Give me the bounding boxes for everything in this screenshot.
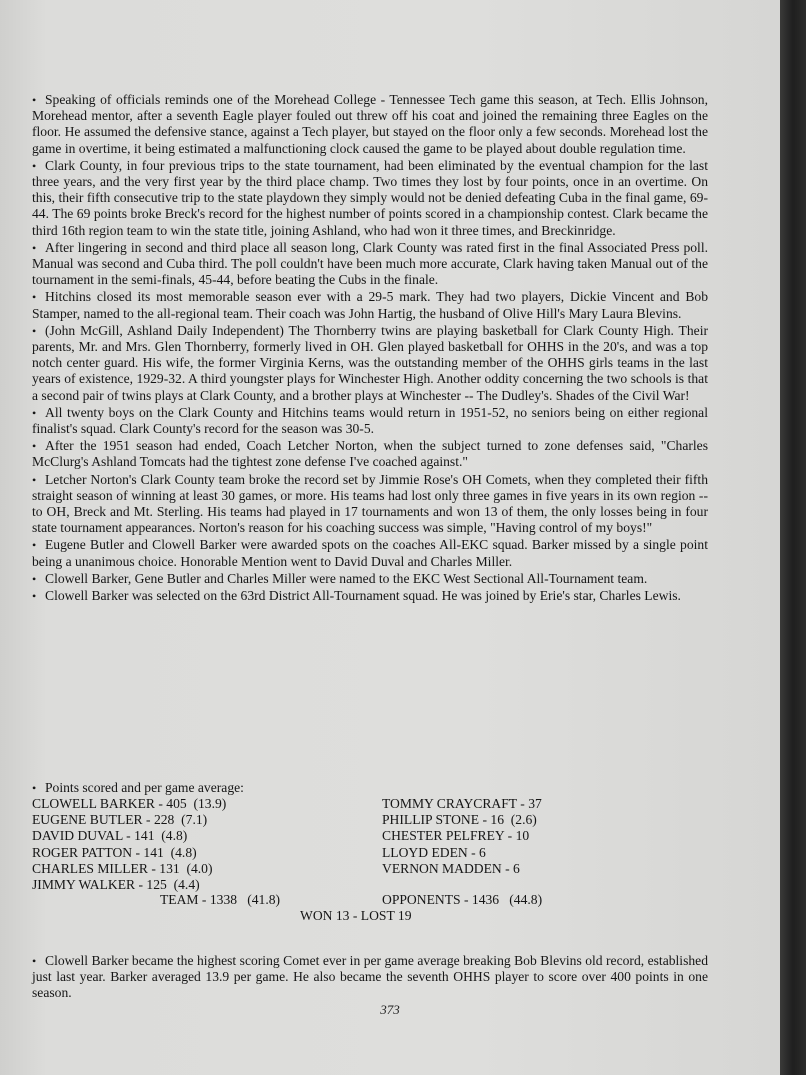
note-text: Hitchins closed its most memorable season ever with a 29-5 mark. They had two players, Dickie Vincent and Bob Stamper, named to the all-regional team. Their coach was John Hartig, the husband of Olive Hill's Mary Laura Blevins.	[32, 289, 708, 321]
player-average: (4.0)	[186, 860, 213, 876]
player-name: ROGER PATTON	[32, 844, 133, 860]
team-points: 1338	[209, 892, 238, 907]
player-average: (13.9)	[193, 796, 227, 811]
note-paragraph	[32, 588, 708, 604]
opponents-total: OPPONENTS - 1436 (44.8)	[382, 892, 543, 907]
note-text: All twenty boys on the Clark County and Hitchins teams would return in 1951-52, no seniors being on either regional finalist's squad. Clark County's record for the season was 30-5.	[32, 404, 708, 437]
note-paragraph	[32, 240, 708, 289]
player-name: LLOYD EDEN	[382, 844, 468, 860]
player-average: (4.4)	[173, 876, 200, 892]
player-row: LLOYD EDEN - 6	[382, 844, 486, 860]
player-average: (4.8)	[170, 844, 197, 860]
player-points: 141	[134, 828, 155, 844]
player-name: CHESTER PELFREY	[382, 828, 505, 844]
player-row: TOMMY CRAYCRAFT - 37	[382, 796, 542, 811]
note-text: After lingering in second and third place all season long, Clark County was rated first in the final Associated Press poll. Manual was second and Cuba third. The poll couldn't have been much more accurate, Clark having taken Manual out of the tournament in the semi-finals, 45-44, before beating the Cubs in the finale.	[32, 239, 708, 288]
player-name: CLOWELL BARKER	[32, 796, 155, 811]
scoring-column-right	[382, 796, 712, 877]
note-text: (John McGill, Ashland Daily Independent) The Thornberry twins are playing basketball for Clark County High. Their parents, Mr. and Mrs. Glen Thornberry, formerly lived in OH. Glen played basketball for OHHS in the 20's, and was a top notch center guard. His wife, the former Virginia Kerns, was the outstanding member of the OHHS girls teams in the last years of existence, 1929-32. A third youngster plays for Winchester High. Another oddity concerning the two schools is that a second pair of twins plays at Clark County, and a brother plays at Winchester -- The Dudley's. Shades of the Civil War!	[32, 322, 708, 403]
bullet-icon: •	[32, 538, 37, 553]
note-text: Clowell Barker, Gene Butler and Charles Miller were named to the EKC West Sectional All-Tournament team.	[45, 570, 648, 586]
bullet-icon: •	[32, 954, 37, 968]
bullet-icon: •	[32, 93, 37, 107]
book-spine	[780, 0, 806, 1075]
player-row: JIMMY WALKER - 125 (4.4)	[32, 876, 200, 892]
bullet-icon: •	[32, 405, 37, 420]
team-average: (41.8)	[247, 892, 281, 907]
scoring-table	[32, 780, 708, 923]
page-number: 373	[380, 1002, 400, 1017]
player-row: PHILLIP STONE - 16 (2.6)	[382, 812, 537, 828]
bullet-icon: •	[32, 290, 37, 305]
player-name: JIMMY WALKER	[32, 876, 136, 892]
season-record: WON 13 - LOST 19	[300, 908, 412, 923]
notes-body	[32, 92, 708, 604]
opponents-points: 1436	[471, 892, 500, 907]
player-name: PHILLIP STONE	[382, 812, 480, 828]
opponents-average: (44.8)	[509, 892, 543, 907]
player-points: 131	[159, 860, 180, 876]
player-points: 141	[143, 844, 164, 860]
scoring-heading	[32, 780, 708, 796]
note-text: Clowell Barker was selected on the 63rd District All-Tournament squad. He was joined by Erie's star, Charles Lewis.	[45, 588, 681, 604]
player-points: 10	[515, 828, 530, 844]
note-text: Eugene Butler and Clowell Barker were awarded spots on the coaches All-EKC squad. Barker missed by a single point being a unanimous choice. Honorable Mention went to David Duval and Charles Miller.	[32, 537, 708, 569]
bullet-icon: •	[32, 571, 37, 586]
footer-note-text: Clowell Barker became the highest scoring Comet ever in per game average breaking Bob Blevins old record, established just last year. Barker averaged 13.9 per game. He also became the seventh OHHS player to score over 400 points in one season.	[32, 953, 708, 1001]
player-average: (4.8)	[161, 828, 188, 844]
note-text: After the 1951 season had ended, Coach Letcher Norton, when the subject turned to zone defenses said, "Charles McClurg's Ashland Tomcats had the tightest zone defense I've coached against."	[32, 438, 708, 470]
player-row: DAVID DUVAL - 141 (4.8)	[32, 828, 188, 844]
bullet-icon: •	[32, 158, 37, 173]
note-paragraph	[32, 438, 708, 470]
note-text: Clark County, in four previous trips to the state tournament, had been eliminated by the eventual champion for the last three years, and the very first year by the third place champ. Two times they lost by four points, once in an overtime. On this, their fifth consecutive trip to the state playdown they simply would not be denied defeating Cuba in the final game, 69-44. The 69 points broke Breck's record for the highest number of points scored in a championship contest. Clark became the third 16th region team to win the state title, joining Ashland, who had won it three times, and Breckinridge.	[32, 157, 708, 238]
player-row: CLOWELL BARKER - 405 (13.9)	[32, 796, 227, 811]
player-name: DAVID DUVAL	[32, 828, 123, 844]
note-paragraph	[32, 472, 708, 537]
bullet-icon: •	[32, 589, 37, 604]
player-row: ROGER PATTON - 141 (4.8)	[32, 844, 197, 860]
player-average: (7.1)	[181, 812, 208, 828]
player-points: 37	[528, 796, 542, 811]
player-name: CHARLES MILLER	[32, 860, 148, 876]
player-name: TOMMY CRAYCRAFT	[382, 796, 517, 811]
player-row: VERNON MADDEN - 6	[382, 860, 520, 876]
note-paragraph	[32, 289, 708, 321]
bullet-icon: •	[32, 472, 37, 487]
note-paragraph	[32, 537, 708, 569]
note-paragraph	[32, 571, 708, 587]
note-paragraph	[32, 92, 708, 157]
bullet-icon: •	[32, 323, 37, 338]
player-points: 405	[166, 796, 187, 811]
scoring-column-left	[32, 796, 382, 893]
player-points: 6	[513, 860, 520, 876]
bullet-icon: •	[32, 240, 37, 255]
bullet-icon: •	[32, 781, 37, 795]
player-points: 16	[490, 812, 504, 828]
player-points: 6	[479, 844, 486, 860]
team-label: TEAM	[160, 892, 199, 907]
footer-note	[32, 953, 708, 1002]
note-text: Speaking of officials reminds one of the Morehead College - Tennessee Tech game this season, at Tech. Ellis Johnson, Morehead mentor, after a seventh Eagle player fouled out threw off his coat and joined the remaining three Eagles on the floor. He assumed the defensive stance, against a Tech player, but stayed on the floor only a few seconds. Morehead lost the game in overtime, it being estimated a malfunctioning clock caused the game to be played about double regulation time.	[32, 92, 708, 156]
player-points: 125	[146, 876, 167, 892]
note-paragraph	[32, 405, 708, 437]
scoring-heading-text: Points scored and per game average:	[45, 780, 244, 795]
note-text: Letcher Norton's Clark County team broke the record set by Jimmie Rose's OH Comets, when they completed their fifth straight season of winning at least 30 games, or more. His teams had lost only three games in five years in its own region -- to OH, Breck and Mt. Sterling. His teams had played in 17 tournaments and won 13 of them, the only losses being in four state tournament appearances. Norton's reason for his coaching success was simple, "Having control of my boys!"	[32, 471, 708, 536]
player-row: CHARLES MILLER - 131 (4.0)	[32, 860, 213, 876]
player-name: VERNON MADDEN	[382, 860, 502, 876]
player-row: CHESTER PELFREY - 10	[382, 828, 530, 844]
team-total: TEAM - 1338 (41.8)	[160, 892, 281, 907]
player-points: 228	[153, 812, 175, 828]
note-paragraph	[32, 158, 708, 239]
note-paragraph	[32, 323, 708, 404]
opponents-label: OPPONENTS	[382, 892, 461, 907]
player-row: EUGENE BUTLER - 228 (7.1)	[32, 812, 208, 828]
player-average: (2.6)	[510, 812, 537, 828]
bullet-icon: •	[32, 439, 37, 454]
player-name: EUGENE BUTLER	[32, 812, 143, 828]
